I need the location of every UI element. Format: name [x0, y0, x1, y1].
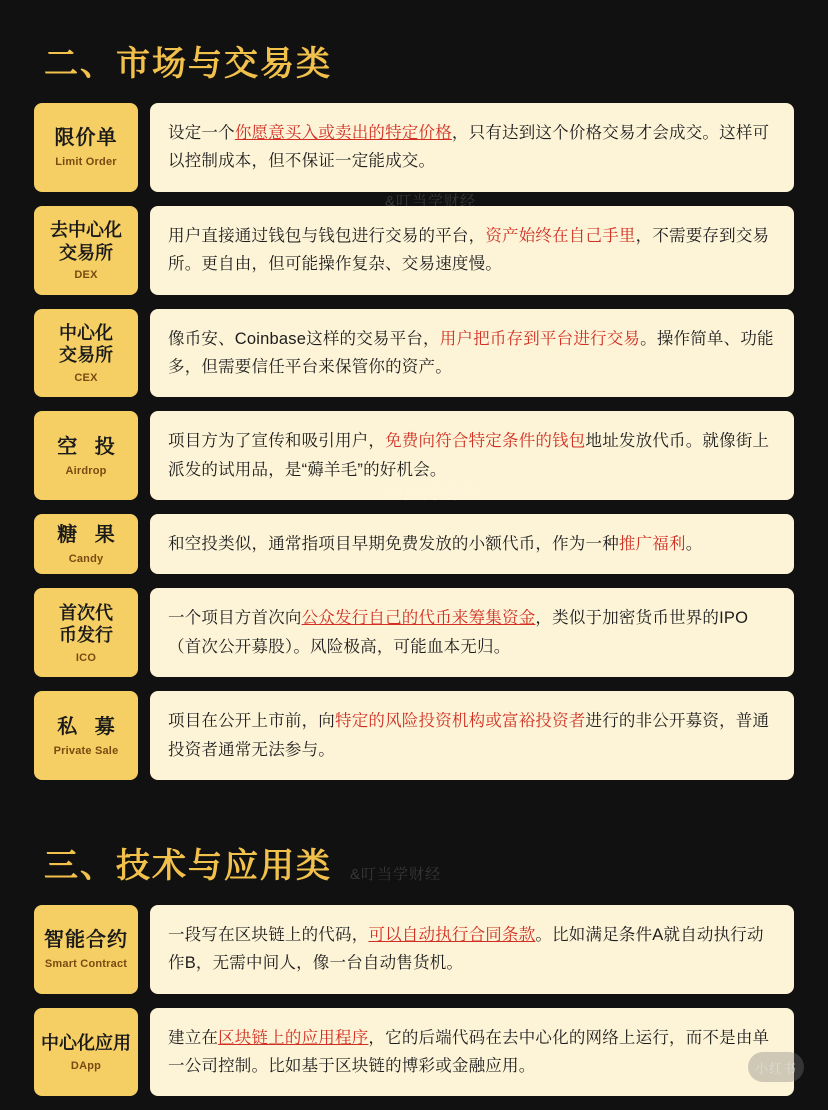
term-label-cn: 空 投 — [57, 435, 121, 458]
glossary-row — [34, 1008, 794, 1097]
term-label-en: Smart Contract — [44, 958, 128, 971]
term-card — [34, 103, 138, 192]
term-card — [34, 905, 138, 994]
term-description: 项目方为了宣传和吸引用户，免费向符合特定条件的钱包地址发放代币。就像街上派发的试用品，是“薅羊毛”的好机会。 — [150, 411, 794, 500]
watermark-1: &叮当学财经 — [385, 193, 477, 210]
app-badge: 小红书 — [748, 1052, 804, 1082]
glossary-row — [34, 588, 794, 677]
section-title: 二、市场与交易类 — [44, 45, 332, 83]
term-label-cn: 首次代 币发行 — [59, 602, 113, 646]
watermark-3: &叮当学财经 — [350, 866, 442, 883]
term-label-cn: 限价单 — [54, 127, 118, 150]
term-label-cn: 智能合约 — [44, 929, 128, 952]
glossary-page — [34, 0, 794, 1096]
glossary-row — [34, 206, 794, 295]
term-label-en: CEX — [74, 371, 98, 384]
term-label-en: ICO — [75, 651, 97, 664]
glossary-row — [34, 514, 794, 574]
term-card — [34, 1008, 138, 1097]
glossary-row — [34, 411, 794, 500]
term-label-cn: 中心化 交易所 — [59, 322, 113, 366]
term-card — [34, 206, 138, 295]
term-label-cn: 私 募 — [57, 715, 121, 738]
term-card — [34, 309, 138, 398]
glossary-row — [34, 103, 794, 192]
term-label-cn: 糖 果 — [57, 524, 121, 547]
term-description: 一个项目方首次向公众发行自己的代币来筹集资金，类似于加密货币世界的IPO（首次公开募股）。风险极高，可能血本无归。 — [150, 588, 794, 677]
term-description: 和空投类似，通常指项目早期免费发放的小额代币，作为一种推广福利。 — [150, 514, 794, 574]
term-card — [34, 411, 138, 500]
term-description: 项目在公开上市前，向特定的风险投资机构或富裕投资者进行的非公开募资，普通投资者通常无法参与。 — [150, 691, 794, 780]
term-description: 用户直接通过钱包与钱包进行交易的平台，资产始终在自己手里，不需要存到交易所。更自由，但可能操作复杂、交易速度慢。 — [150, 206, 794, 295]
term-card — [34, 588, 138, 677]
glossary-row — [34, 691, 794, 780]
term-label-en: DEX — [74, 269, 98, 282]
section-title: 三、技术与应用类 — [44, 846, 332, 885]
term-label-en: Airdrop — [65, 464, 107, 477]
term-description: 设定一个你愿意买入或卖出的特定价格，只有达到这个价格交易才会成交。这样可以控制成本，但不保证一定能成交。 — [150, 103, 794, 192]
term-label-en: Private Sale — [53, 744, 119, 757]
term-description: 像币安、Coinbase这样的交易平台，用户把币存到平台进行交易。操作简单、功能多，但需要信任平台来保管你的资产。 — [150, 309, 794, 398]
glossary-row — [34, 309, 794, 398]
term-label-cn: 中心化应用 — [41, 1033, 131, 1054]
term-label-en: Limit Order — [55, 156, 117, 169]
term-description: 建立在区块链上的应用程序，它的后端代码在去中心化的网络上运行，而不是由单一公司控制。比如基于区块链的博彩或金融应用。 — [150, 1008, 794, 1097]
glossary-row — [34, 905, 794, 994]
term-description: 一段写在区块链上的代码，可以自动执行合同条款。比如满足条件A就自动执行动作B，无需中间人，像一台自动售货机。 — [150, 905, 794, 994]
term-label-en: Candy — [68, 553, 104, 566]
term-card — [34, 691, 138, 780]
term-card — [34, 514, 138, 574]
term-label-en: DApp — [70, 1059, 102, 1072]
term-label-cn: 去中心化 交易所 — [50, 220, 122, 263]
